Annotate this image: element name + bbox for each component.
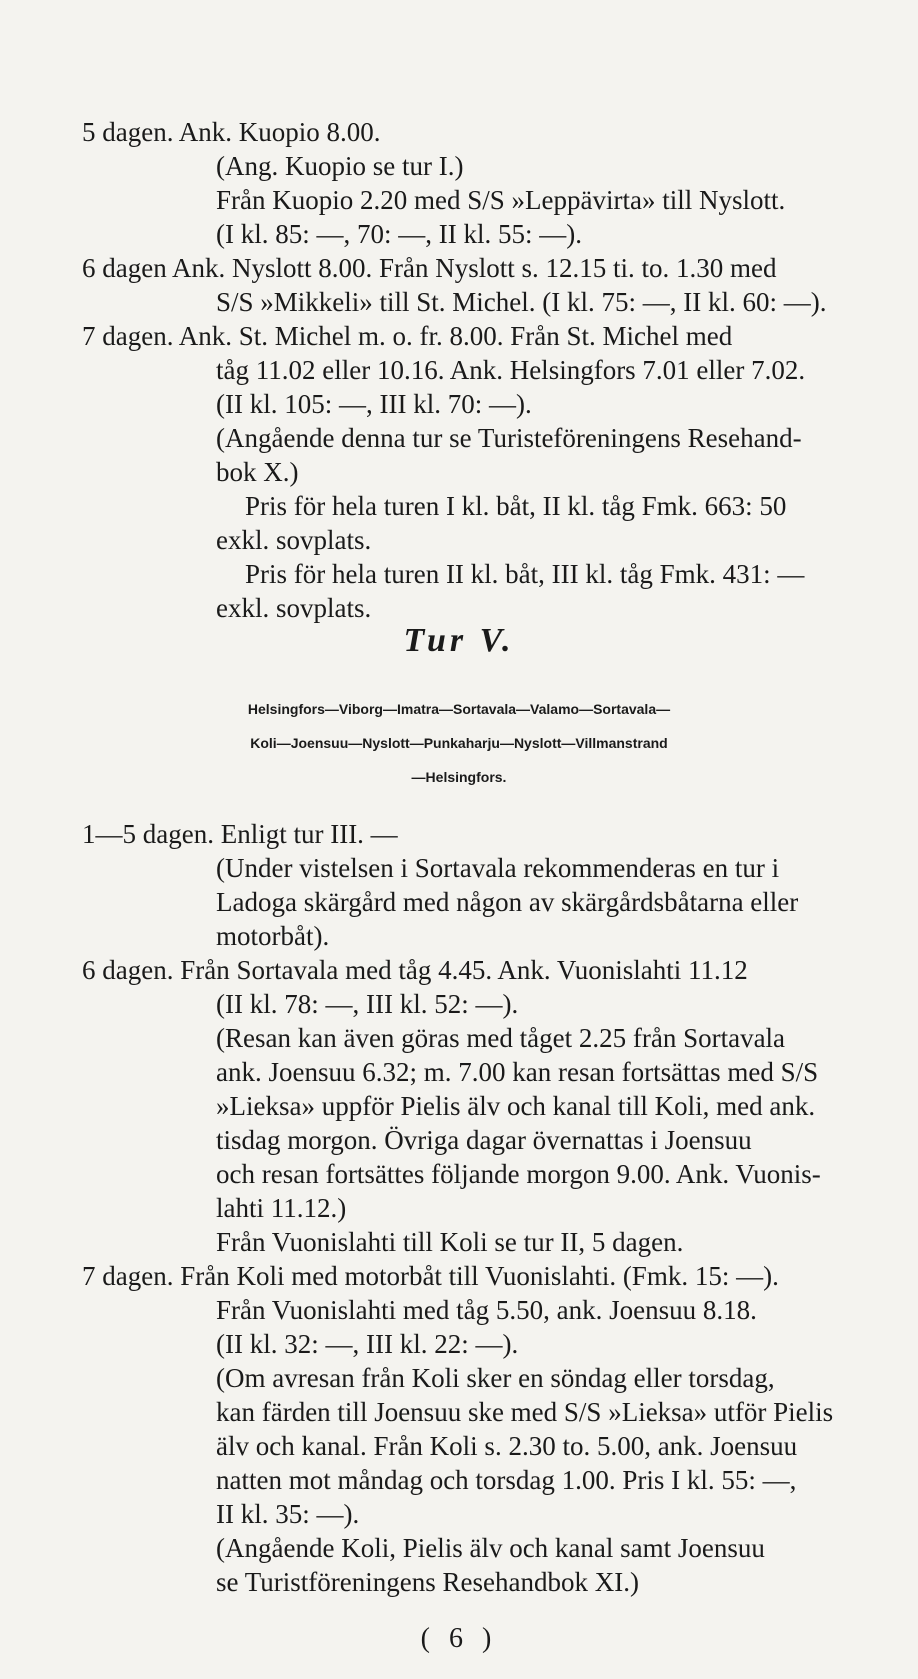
route-line: Koli—Joensuu—Nyslott—Punkaharju—Nyslott—Villmanstrand bbox=[250, 735, 668, 751]
section-title: Tur V. bbox=[403, 622, 515, 659]
text-line: 7 dagen. Ank. St. Michel m. o. fr. 8.00. Från St. Michel med bbox=[82, 321, 733, 351]
text-line: (Om avresan från Koli sker en söndag eller torsdag, bbox=[216, 1363, 775, 1393]
text-line: Från Kuopio 2.20 med S/S »Leppävirta» till Nyslott. bbox=[216, 185, 786, 215]
text-line: lahti 11.12.) bbox=[216, 1193, 347, 1223]
text-line: exkl. sovplats. bbox=[216, 525, 372, 555]
text-line: natten mot måndag och torsdag 1.00. Pris I kl. 55: —, bbox=[216, 1465, 797, 1495]
text-line: (Resan kan även göras med tåget 2.25 från Sortavala bbox=[216, 1023, 786, 1053]
text-line: 5 dagen. Ank. Kuopio 8.00. bbox=[82, 117, 381, 147]
text-line: se Turistföreningens Resehandbok XI.) bbox=[216, 1567, 639, 1597]
text-line: (I kl. 85: —, 70: —, II kl. 55: —). bbox=[216, 219, 582, 249]
text-line: (Angående Koli, Pielis älv och kanal samt Joensuu bbox=[216, 1533, 765, 1563]
text-line: och resan fortsättes följande morgon 9.00. Ank. Vuonis- bbox=[216, 1159, 821, 1189]
text-line: 1—5 dagen. Enligt tur III. — bbox=[82, 819, 398, 849]
text-line: 6 dagen. Från Sortavala med tåg 4.45. Ank. Vuonislahti 11.12 bbox=[82, 955, 748, 985]
text-line: Från Vuonislahti med tåg 5.50, ank. Joensuu 8.18. bbox=[216, 1295, 757, 1325]
text-line: S/S »Mikkeli» till St. Michel. (I kl. 75: —, II kl. 60: —). bbox=[216, 287, 827, 317]
text-line: ank. Joensuu 6.32; m. 7.00 kan resan fortsättas med S/S bbox=[216, 1057, 819, 1087]
text-line: (Ang. Kuopio se tur I.) bbox=[216, 151, 464, 181]
text-line: tåg 11.02 eller 10.16. Ank. Helsingfors 7.01 eller 7.02. bbox=[216, 355, 806, 385]
text-line: (Under vistelsen i Sortavala rekommenderas en tur i bbox=[216, 853, 780, 883]
text-line: II kl. 35: —). bbox=[216, 1499, 360, 1529]
text-line: motorbåt). bbox=[216, 921, 330, 951]
text-line: Pris för hela turen II kl. båt, III kl. tåg Fmk. 431: — bbox=[245, 559, 805, 589]
text-line: (II kl. 32: —, III kl. 22: —). bbox=[216, 1329, 519, 1359]
text-line: Från Vuonislahti till Koli se tur II, 5 dagen. bbox=[216, 1227, 684, 1257]
text-line: »Lieksa» uppför Pielis älv och kanal till Koli, med ank. bbox=[216, 1091, 816, 1121]
text-line: Pris för hela turen I kl. båt, II kl. tåg Fmk. 663: 50 bbox=[245, 491, 787, 521]
text-line: exkl. sovplats. bbox=[216, 593, 372, 623]
text-line: (Angående denna tur se Turisteföreningens Resehand- bbox=[216, 423, 802, 453]
route-line: Helsingfors—Viborg—Imatra—Sortavala—Valamo—Sortavala— bbox=[247, 701, 671, 717]
page-number: ( 6 ) bbox=[420, 1623, 498, 1654]
text-line: Ladoga skärgård med någon av skärgårdsbåtarna eller bbox=[216, 887, 799, 917]
text-line: (II kl. 78: —, III kl. 52: —). bbox=[216, 989, 519, 1019]
text-line: 6 dagen Ank. Nyslott 8.00. Från Nyslott s. 12.15 ti. to. 1.30 med bbox=[82, 253, 777, 283]
text-line: bok X.) bbox=[216, 457, 299, 487]
text-line: kan färden till Joensuu ske med S/S »Lieksa» utför Pielis bbox=[216, 1397, 834, 1427]
text-line: älv och kanal. Från Koli s. 2.30 to. 5.00, ank. Joensuu bbox=[216, 1431, 798, 1461]
text-line: tisdag morgon. Övriga dagar övernattas i Joensuu bbox=[216, 1125, 752, 1155]
route-line: —Helsingfors. bbox=[411, 769, 507, 785]
text-line: 7 dagen. Från Koli med motorbåt till Vuonislahti. (Fmk. 15: —). bbox=[82, 1261, 779, 1291]
text-line: (II kl. 105: —, III kl. 70: —). bbox=[216, 389, 532, 419]
